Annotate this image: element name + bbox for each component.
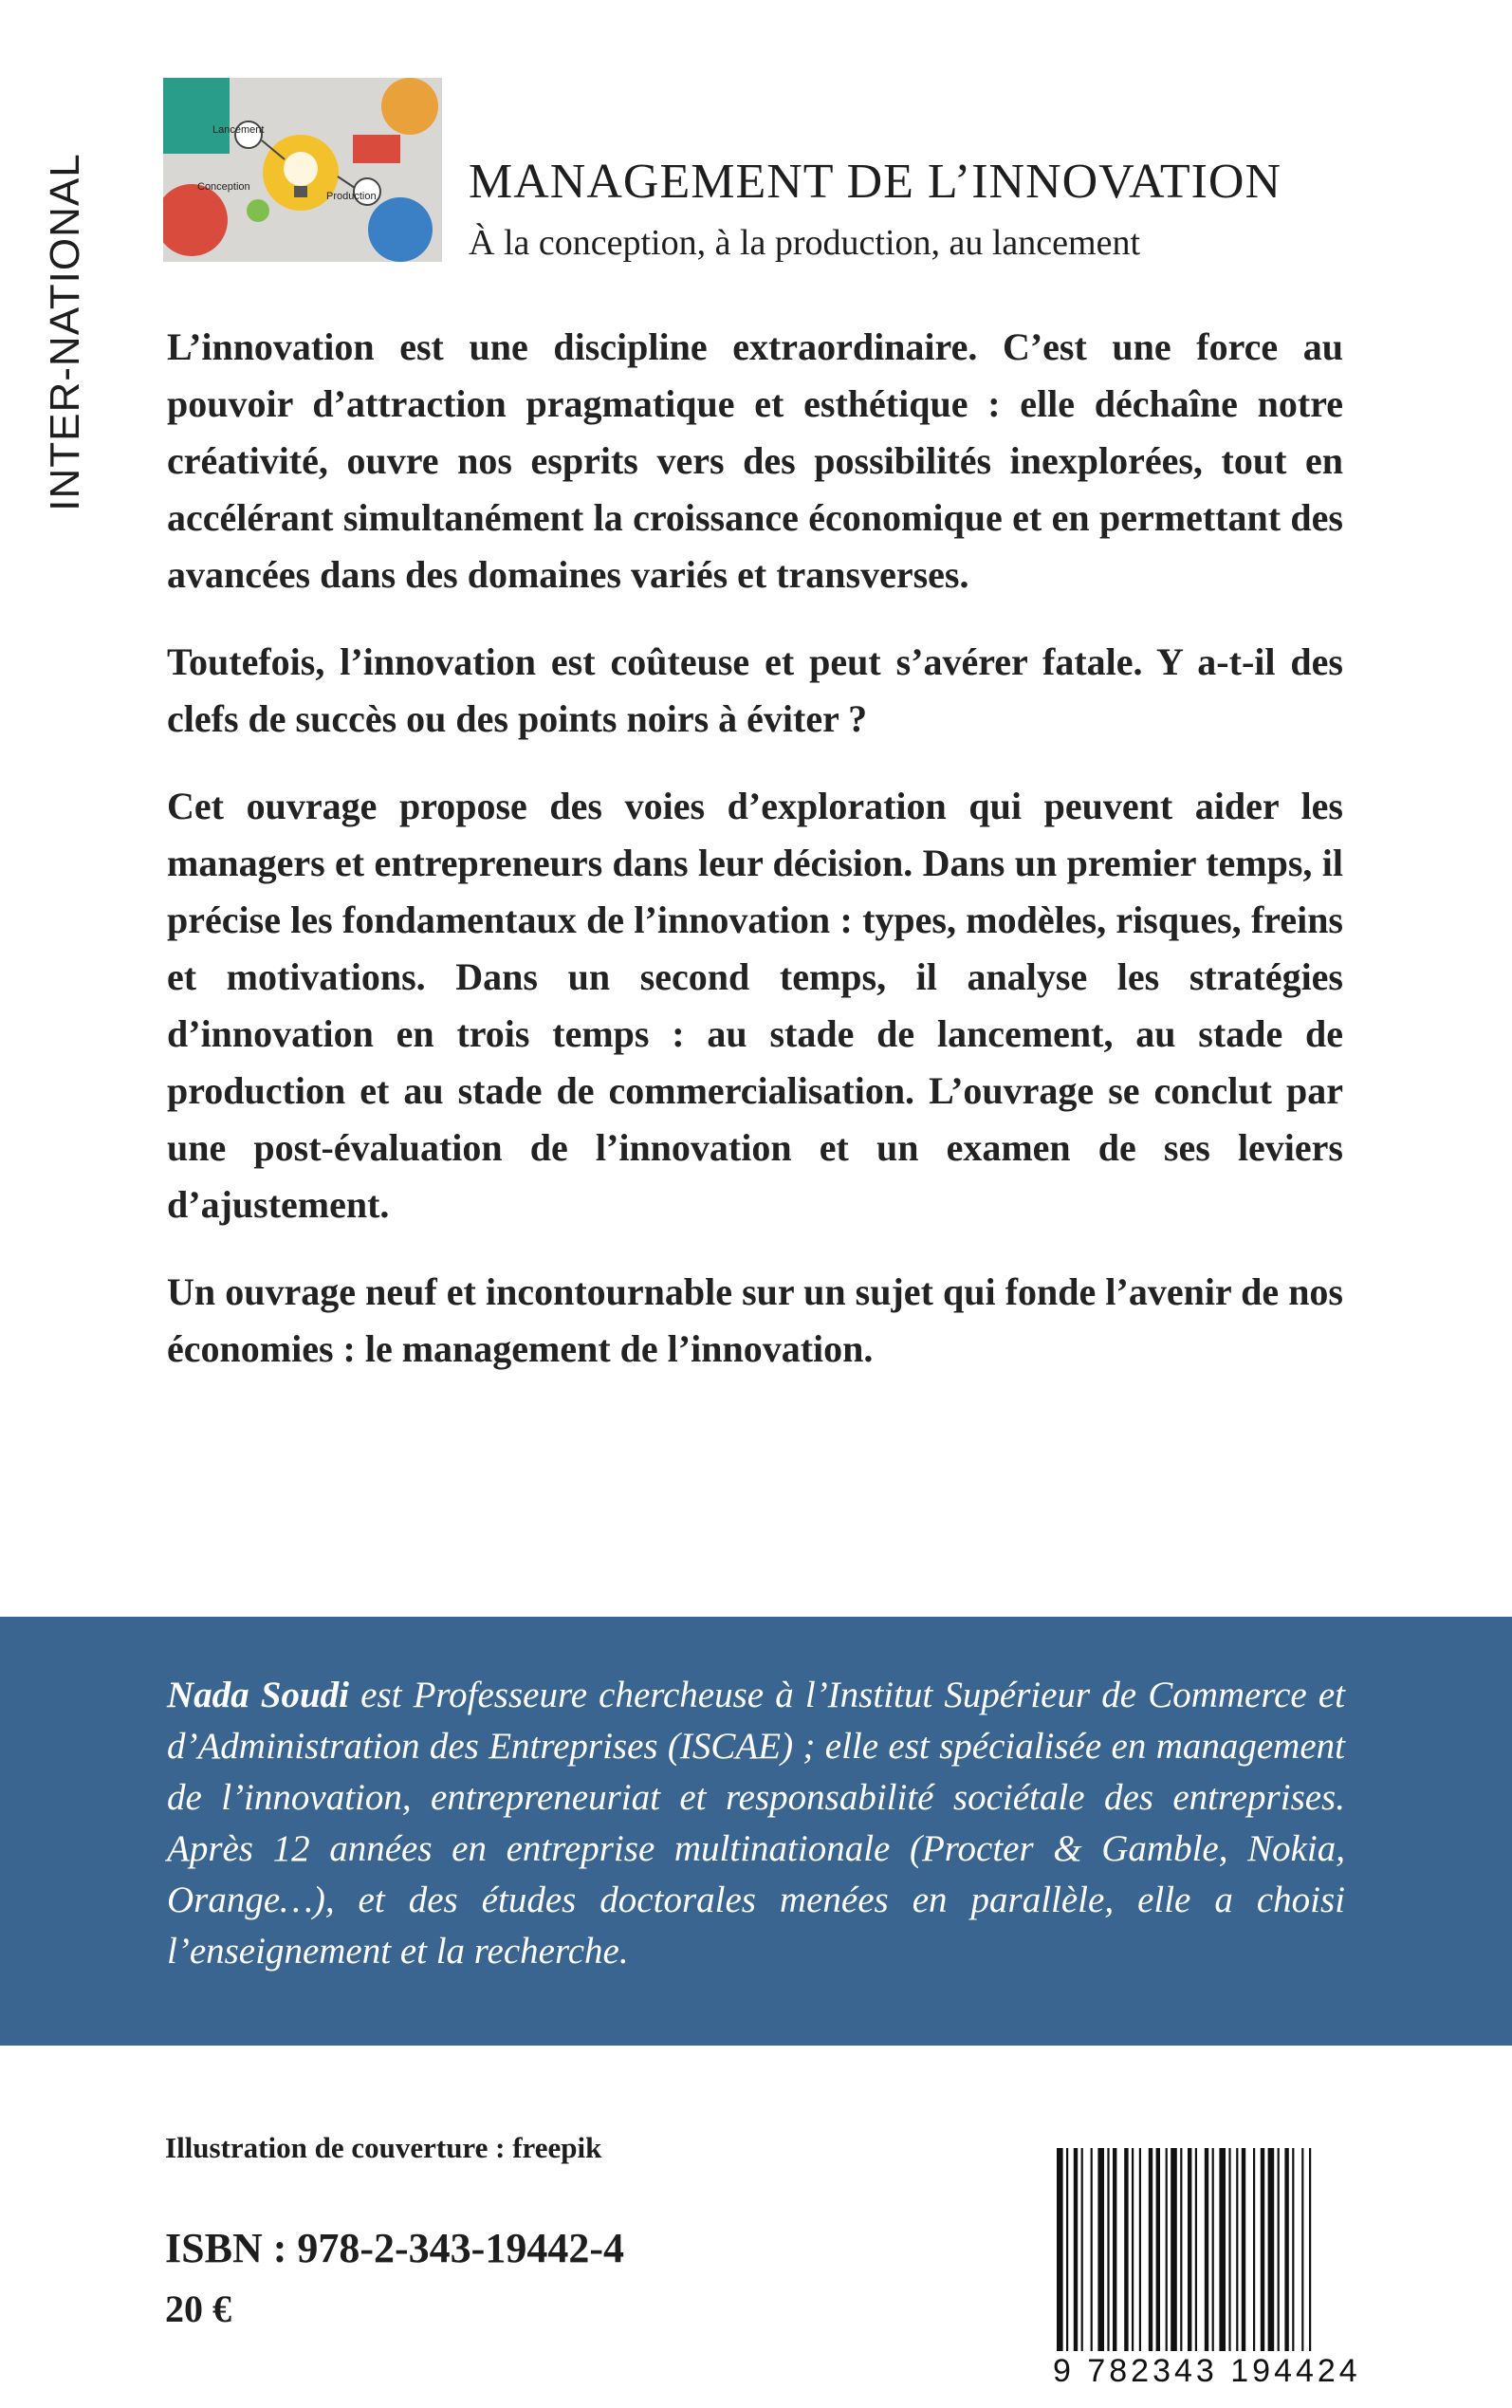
barcode-bar bbox=[1081, 2148, 1083, 2351]
barcode-bar bbox=[1113, 2148, 1116, 2351]
barcode-bar bbox=[1132, 2148, 1134, 2351]
barcode-bar bbox=[1124, 2148, 1128, 2351]
barcode-bar bbox=[1180, 2148, 1182, 2351]
barcode-bar bbox=[1253, 2148, 1255, 2351]
barcode-bar bbox=[1074, 2148, 1078, 2351]
summary-paragraph: L’innovation est une discipline extraordinaire. C’est une force au pouvoir d’attraction pragmatique et esthétique : elle déchaîne notre créativité, ouvre nos esprits vers des possibilités inexplorées, tout en accélérant simultanément la croissance économique et en permettant des avancées dans des domaines variés et transverses. bbox=[167, 325, 1343, 596]
barcode-bar bbox=[1284, 2148, 1288, 2351]
barcode-bar bbox=[1171, 2148, 1177, 2351]
barcode-bar bbox=[1195, 2148, 1197, 2351]
thumb-label-production: Production bbox=[326, 191, 377, 202]
barcode-bar bbox=[1228, 2148, 1230, 2351]
book-title: MANAGEMENT DE L’INNOVATION bbox=[469, 155, 1282, 209]
author-bio bbox=[167, 1670, 1345, 1977]
barcode-bar bbox=[1097, 2148, 1104, 2351]
barcode-bar bbox=[1057, 2148, 1063, 2351]
author-bio-text: est Professeure chercheuse à l’Institut Supérieur de Commerce et d’Administration des Entreprises (ISCAE) ; elle est spécialisée en management de l’innovation, entrepreneuriat et responsabilité sociétale des entreprises. Après 12 années en entreprise multinationale (Procter & Gamble, Nokia, Orange…), et des études doctorales menées en parallèle, elle a choisi l’enseignement et la recherche. bbox=[167, 1675, 1345, 1972]
barcode-bar bbox=[1278, 2148, 1280, 2351]
illustration-credit: Illustration de couverture : freepik bbox=[165, 2131, 602, 2164]
barcode-bar bbox=[1268, 2148, 1275, 2351]
barcode-bar bbox=[1309, 2148, 1311, 2351]
barcode-bar bbox=[1188, 2148, 1191, 2351]
barcode-bar bbox=[1149, 2148, 1152, 2351]
barcode-bar bbox=[1292, 2148, 1294, 2351]
barcode-bar bbox=[1205, 2148, 1208, 2351]
cover-thumbnail bbox=[163, 78, 442, 262]
barcode-bar bbox=[1166, 2148, 1168, 2351]
barcode-bar bbox=[1301, 2148, 1303, 2351]
barcode-bar bbox=[1212, 2148, 1214, 2351]
isbn: ISBN : 978-2-343-19442-4 bbox=[165, 2225, 624, 2271]
barcode-bar bbox=[1139, 2148, 1141, 2351]
summary-paragraph: Cet ouvrage propose des voies d’exploration qui peuvent aider les managers et entrepreneurs dans leur décision. Dans un premier temps, il précise les fondamentaux de l’innovation : types, modèles, risques, freins et motivations. Dans un second temps, il analyse les stratégies d’innovation en trois temps : au stade de lancement, au stade de production et au stade de commercialisation. L’ouvrage se conclut par une post-évaluation de l’innovation et un examen de ses leviers d’ajustement. bbox=[167, 785, 1343, 1226]
barcode-bar bbox=[1156, 2148, 1160, 2351]
series-label-text: INTER-NATIONAL bbox=[42, 153, 88, 511]
book-subtitle: À la conception, à la production, au lancement bbox=[469, 223, 1141, 263]
barcode-bar bbox=[1066, 2148, 1068, 2351]
summary-paragraph: Toutefois, l’innovation est coûteuse et peut s’avérer fatale. Y a-t-il des clefs de succès ou des points noirs à éviter ? bbox=[167, 640, 1343, 740]
thumb-label-lancement: Lancement bbox=[212, 124, 265, 136]
barcode-bar bbox=[1242, 2148, 1245, 2351]
thumb-label-conception: Conception bbox=[197, 181, 250, 193]
barcode-bar bbox=[1261, 2148, 1264, 2351]
barcode bbox=[1053, 2148, 1349, 2351]
barcode-bar bbox=[1107, 2148, 1109, 2351]
author-name: Nada Soudi bbox=[167, 1675, 350, 1715]
barcode-bar bbox=[1236, 2148, 1238, 2351]
back-cover-summary bbox=[167, 319, 1343, 1408]
price: 20 € bbox=[165, 2288, 231, 2330]
barcode-bar bbox=[1219, 2148, 1226, 2351]
barcode-digits: 9 782343 194424 bbox=[1053, 2353, 1361, 2389]
series-label bbox=[36, 142, 95, 522]
author-bio-band bbox=[0, 1617, 1512, 2046]
barcode-bar bbox=[1091, 2148, 1093, 2351]
summary-paragraph: Un ouvrage neuf et incontournable sur un sujet qui fonde l’avenir de nos économies : le management de l’innovation. bbox=[167, 1270, 1343, 1370]
book-header bbox=[469, 154, 1474, 266]
